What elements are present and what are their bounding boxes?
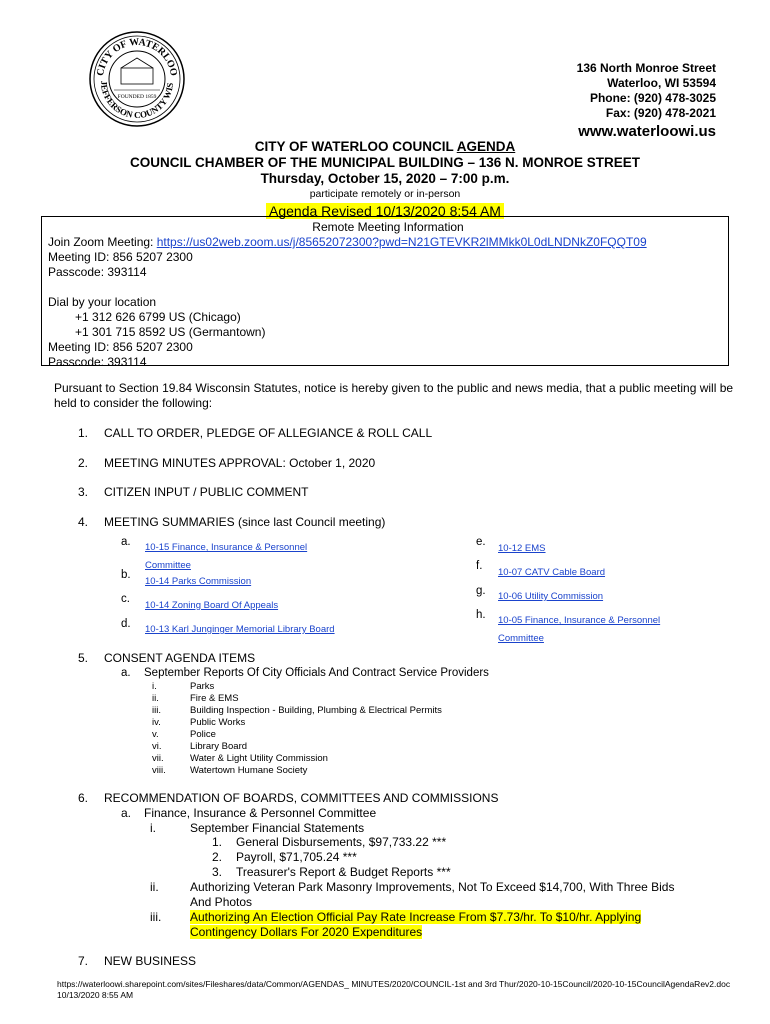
remote-meeting-heading: Remote Meeting Information — [312, 220, 464, 234]
remote-meeting-box — [41, 216, 729, 369]
dial-phone-germantown: +1 301 715 8592 US (Germantown) — [75, 325, 266, 339]
summary-letter: h. — [476, 609, 486, 621]
dial-heading: Dial by your location — [48, 295, 157, 309]
recommend-item-iii: iii. Authorizing An Election Official Pay Rate Increase From $7.73/hr. To $10/hr. Applying Contingency Dollars For 2020 Expenditures — [150, 910, 642, 939]
list-item: v. Police — [152, 729, 216, 740]
svg-text:JEFFERSON COUNTY WIS.: JEFFERSON COUNTY WIS — [98, 80, 176, 121]
financial-list — [212, 835, 451, 880]
list-item: iv. Public Works — [152, 717, 246, 728]
summary-letter: d. — [121, 618, 131, 630]
revised-badge: Agenda Revised 10/13/2020 8:54 AM — [266, 203, 504, 219]
file-path: https://waterloowi.sharepoint.com/sites/Fileshares/data/Common/AGENDAS_ MINUTES/2020/COUNCIL-1st and 3rd Thur/2020-10-15Council/2020-10-15CouncilAgendaRev2.doc — [57, 979, 731, 989]
agenda-title: CITY OF WATERLOO COUNCIL AGENDA — [254, 139, 516, 154]
dial-phone-chicago: +1 312 626 6799 US (Chicago) — [75, 310, 241, 324]
svg-text:CITY OF WATERLOO: CITY OF WATERLOO — [95, 36, 179, 77]
list-item: vi. Library Board — [152, 741, 248, 752]
agenda-item-6: 6. RECOMMENDATION OF BOARDS, COMMITTEES AND COMMISSIONS — [78, 791, 499, 805]
summary-link-parks[interactable]: 10-14 Parks Commission — [145, 576, 252, 587]
agenda-item-1: 1. CALL TO ORDER, PLEDGE OF ALLEGIANCE & ROLL CALL — [78, 426, 433, 440]
agenda-item-7: 7. NEW BUSINESS — [78, 954, 197, 968]
passcode: Passcode: 393114 — [48, 265, 147, 279]
recommend-item-ii: ii. Authorizing Veteran Park Masonry Improvements, Not To Exceed $14,700, With Three Bids And Photos — [150, 880, 675, 909]
highlighted-text: Contingency Dollars For 2020 Expenditures — [190, 925, 423, 939]
list-item: 1. General Disbursements, $97,733.22 *** — [212, 835, 447, 849]
agenda-item-3: 3. CITIZEN INPUT / PUBLIC COMMENT — [78, 485, 309, 499]
recommend-item-i: i. September Financial Statements — [150, 821, 365, 835]
print-timestamp: 10/13/2020 8:55 AM — [57, 990, 134, 1000]
summary-letter: a. — [121, 536, 131, 548]
public-notice: Pursuant to Section 19.84 Wisconsin Statutes, notice is hereby given to the public and news media, that a public meeting will be held to consider the following: — [54, 381, 734, 410]
summary-letter: b. — [121, 569, 131, 581]
recommend-subitem-a: a. Finance, Insurance & Personnel Committee — [121, 806, 377, 820]
summary-letter: g. — [476, 585, 486, 597]
city-seal-logo — [88, 30, 186, 128]
agenda-location: COUNCIL CHAMBER OF THE MUNICIPAL BUILDING – 136 N. MONROE STREET — [129, 155, 641, 170]
fax-number: Fax: (920) 478-2021 — [605, 106, 716, 120]
summary-link-catv[interactable]: 10-07 CATV Cable Board — [498, 567, 606, 578]
phone-number: Phone: (920) 478-3025 — [589, 91, 716, 105]
summary-link-zoning[interactable]: 10-14 Zoning Board Of Appeals — [145, 600, 279, 611]
agenda-item-2: 2. MEETING MINUTES APPROVAL: October 1, 2020 — [78, 456, 376, 470]
summary-link-ems[interactable]: 10-12 EMS — [498, 543, 546, 554]
zoom-join-line: Join Zoom Meeting: https://us02web.zoom.us/j/85652072300?pwd=N21GTEVKR2lMMkk0L0dLNDNkZ0FQQT09 — [48, 235, 647, 249]
summary-link-utility[interactable]: 10-06 Utility Commission — [498, 591, 604, 602]
city-address-block — [577, 61, 716, 142]
zoom-link[interactable]: https://us02web.zoom.us/j/85652072300?pwd=N21GTEVKR2lMMkk0L0dLNDNkZ0FQQT09 — [156, 235, 647, 249]
list-item: i. Parks — [152, 681, 215, 692]
consent-subitem-a: a. September Reports Of City Officials And Contract Service Providers — [121, 667, 489, 679]
list-item: iii. Building Inspection - Building, Plumbing & Electrical Permits — [152, 705, 442, 716]
meeting-id: Meeting ID: 856 5207 2300 — [48, 250, 193, 264]
highlighted-text: Authorizing An Election Official Pay Rate Increase From $7.73/hr. To $10/hr. Applying — [190, 910, 642, 924]
city-state-zip: Waterloo, WI 53594 — [607, 76, 716, 90]
consent-report-list — [152, 681, 442, 777]
document-footer — [57, 979, 730, 1001]
website-link[interactable]: www.waterloowi.us — [578, 123, 716, 140]
summary-link-library[interactable]: 10-13 Karl Junginger Memorial Library Board — [145, 624, 335, 635]
list-item: ii. Fire & EMS — [152, 693, 239, 704]
summary-link-finance-1005[interactable]: 10-05 Finance, Insurance & Personnel Committee — [498, 615, 661, 644]
summary-letter: e. — [476, 536, 486, 548]
meeting-id: Meeting ID: 856 5207 2300 — [48, 340, 193, 354]
agenda-title-block — [0, 139, 770, 220]
agenda-date: Thursday, October 15, 2020 – 7:00 p.m. — [260, 171, 510, 186]
list-item: 2. Payroll, $71,705.24 *** — [212, 850, 357, 864]
list-item: 3. Treasurer's Report & Budget Reports *** — [212, 865, 451, 879]
agenda-item-4: 4. MEETING SUMMARIES (since last Council meeting) — [78, 515, 386, 529]
street-address: 136 North Monroe Street — [576, 61, 716, 75]
summary-letter: c. — [121, 593, 130, 605]
list-item: viii. Watertown Humane Society — [152, 765, 308, 776]
participation-note: participate remotely or in-person — [309, 188, 461, 200]
summary-letter: f. — [476, 560, 483, 572]
svg-text:FOUNDED 1859: FOUNDED 1859 — [117, 94, 157, 100]
agenda-item-5: 5. CONSENT AGENDA ITEMS — [78, 651, 256, 665]
passcode: Passcode: 393114 — [48, 355, 147, 369]
summary-link-finance[interactable]: 10-15 Finance, Insurance & Personnel Committee — [145, 542, 308, 571]
list-item: vii. Water & Light Utility Commission — [152, 753, 328, 764]
